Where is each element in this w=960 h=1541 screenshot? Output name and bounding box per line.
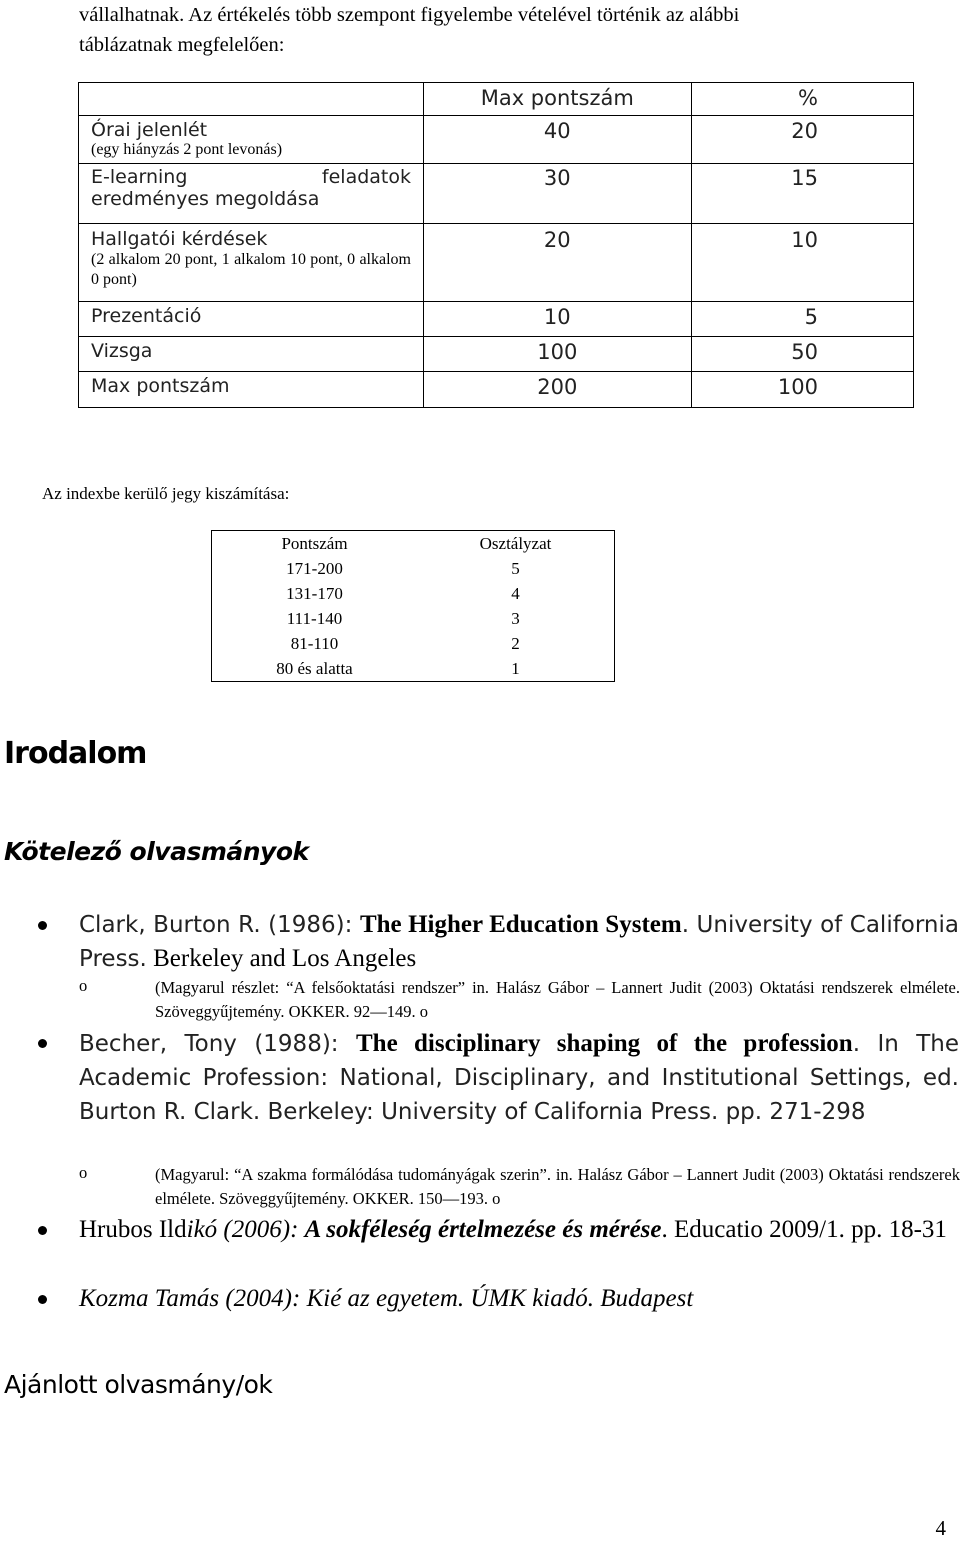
table-row	[79, 302, 914, 337]
grade-caption: Az indexbe kerülő jegy kiszámítása:	[42, 484, 290, 503]
bullet-icon	[38, 1039, 47, 1048]
intro-line-2: táblázatnak megfelelően:	[79, 34, 285, 56]
row-label: Prezentáció	[79, 302, 424, 337]
grade-value: 5	[511, 558, 520, 578]
row-label: Max pontszám	[79, 372, 424, 408]
row-max: 10	[424, 302, 692, 337]
scoring-table	[78, 82, 914, 408]
row-label-cont: eredményes megoldása	[91, 188, 320, 210]
table-header-row	[79, 83, 914, 116]
table-row	[212, 631, 615, 656]
grade-value: 2	[511, 633, 520, 653]
bullet-icon	[38, 1226, 47, 1235]
grade-header-pontszam: Pontszám	[281, 533, 348, 553]
heading-irodalom: Irodalom	[4, 736, 147, 771]
list-item: Clark, Burton R. (1986): The Higher Education System. University of California Press. Berkeley and Los Angeles	[79, 911, 959, 972]
row-label: E-learning feladatok	[91, 166, 411, 188]
table-row	[212, 656, 615, 682]
row-note: (2 alkalom 20 pont, 1 alkalom 10 pont, 0 alkalom 0 pont)	[91, 251, 411, 288]
table-row	[212, 581, 615, 606]
circle-bullet-icon: o	[79, 976, 88, 995]
grade-header-row	[212, 531, 615, 557]
bullet-icon	[38, 921, 47, 930]
header-cell-empty	[79, 83, 424, 116]
grade-header-osztalyzat: Osztályzat	[479, 533, 552, 553]
row-pct: 15	[691, 164, 913, 224]
grade-value: 3	[511, 608, 520, 628]
grade-range: 111-140	[286, 608, 343, 628]
row-max: 200	[424, 372, 692, 408]
circle-bullet-icon: o	[79, 1163, 88, 1182]
bullet-icon	[38, 1295, 47, 1304]
table-row	[79, 337, 914, 372]
table-row	[212, 556, 615, 581]
intro-paragraph	[79, 0, 919, 60]
row-pct: 5	[691, 302, 913, 337]
table-row	[79, 372, 914, 408]
list-item: Kozma Tamás (2004): Kié az egyetem. ÚMK kiadó. Budapest	[79, 1285, 694, 1312]
row-pct: 10	[691, 224, 913, 302]
grade-range: 81-110	[290, 633, 339, 653]
sub-list-item: (Magyarul: “A szakma formálódása tudományágak szerin”. in. Halász Gábor – Lannert Judit (2003) Oktatási rendszerek elmélete. Szöveggyűjtemény. OKKER. 150—193. o	[155, 1165, 960, 1208]
row-max: 40	[424, 116, 692, 164]
grade-table	[211, 530, 615, 682]
table-row	[79, 164, 914, 224]
row-pct: 100	[691, 372, 913, 408]
header-max-pontszam: Max pontszám	[424, 83, 692, 116]
row-pct: 20	[691, 116, 913, 164]
table-row	[212, 606, 615, 631]
list-item: Becher, Tony (1988): The disciplinary shaping of the profession. In The Academic Profession: National, Disciplinary, and Institutional Settings, ed. Burton R. Clark. Berkeley: University of California Press. pp. 271-298	[79, 1030, 959, 1125]
page-number: 4	[935, 1516, 946, 1540]
row-max: 20	[424, 224, 692, 302]
row-label: Hallgatói kérdések	[91, 228, 268, 250]
grade-range: 80 és alatta	[276, 658, 353, 678]
row-note: (egy hiányzás 2 pont levonás)	[91, 141, 283, 158]
grade-value: 1	[511, 658, 520, 678]
list-item: Hrubos Ildikó (2006): A sokféleség értelmezése és mérése. Educatio 2009/1. pp. 18-31	[79, 1216, 947, 1243]
table-row	[79, 224, 914, 302]
row-max: 30	[424, 164, 692, 224]
heading-kotelezo-olvasmanyok: Kötelező olvasmányok	[4, 837, 309, 866]
row-max: 100	[424, 337, 692, 372]
intro-line-1: vállalhatnak. Az értékelés több szempont figyelembe vételével történik az alábbi	[79, 4, 740, 26]
grade-range: 171-200	[286, 558, 343, 578]
row-pct: 50	[691, 337, 913, 372]
sub-list-item: (Magyarul részlet: “A felsőoktatási rendszer” in. Halász Gábor – Lannert Judit (2003) Oktatási rendszerek elmélete. Szöveggyűjtemény. OKKER. 92—149. o	[155, 978, 960, 1021]
grade-value: 4	[511, 583, 520, 603]
row-label: Órai jelenlét	[91, 119, 208, 141]
header-percent: %	[691, 83, 913, 116]
row-label: Vizsga	[79, 337, 424, 372]
grade-range: 131-170	[286, 583, 343, 603]
heading-ajanlott-olvasmany: Ajánlott olvasmány/ok	[4, 1370, 273, 1399]
table-row	[79, 116, 914, 164]
